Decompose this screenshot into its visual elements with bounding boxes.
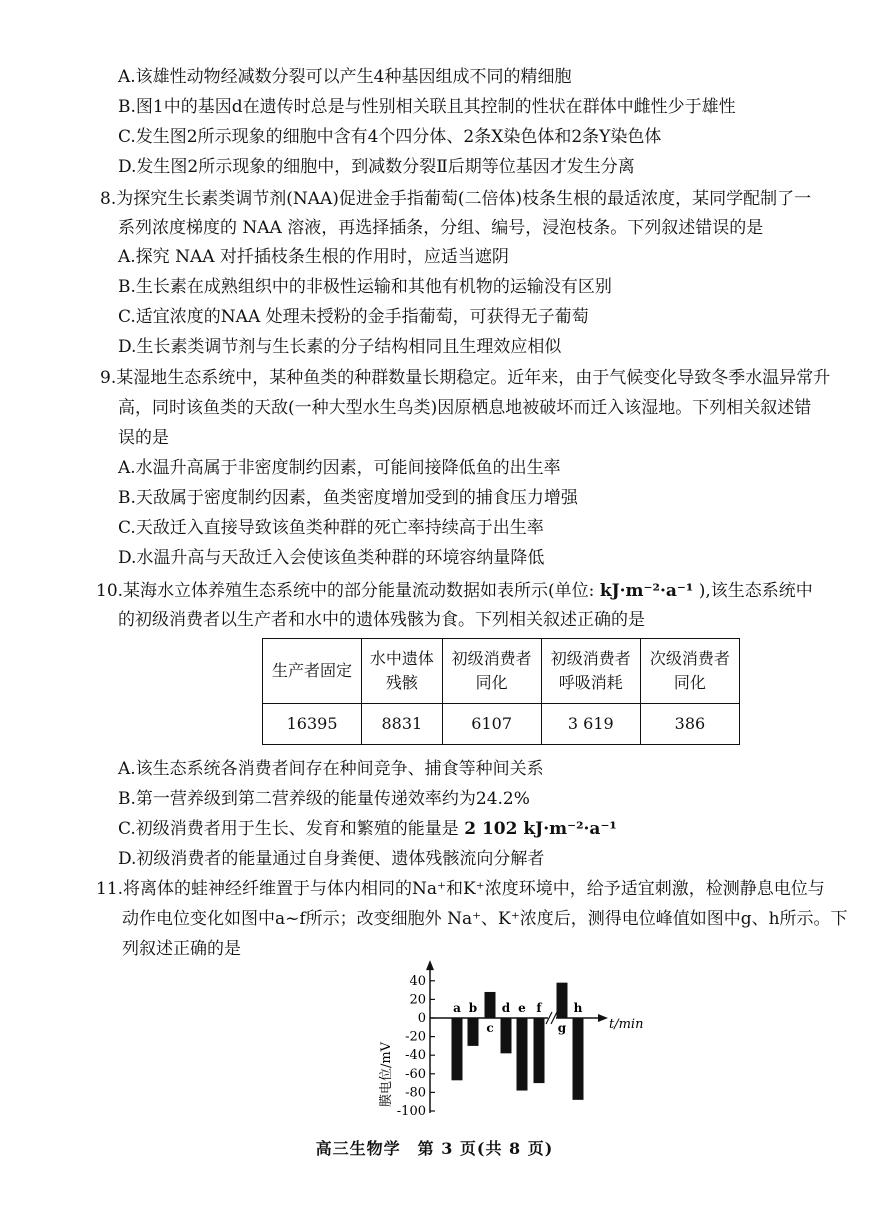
x-axis-arrow xyxy=(598,1014,608,1022)
q7-option-d: D.发生图2所示现象的细胞中，到减数分裂Ⅱ后期等位基因才发生分离 xyxy=(118,157,635,177)
y-tick-label: 0 xyxy=(417,1011,426,1026)
table-cell: 8831 xyxy=(362,704,442,745)
q7-option-c: C.发生图2所示现象的细胞中含有4个四分体、2条X染色体和2条Y染色体 xyxy=(118,127,662,147)
bar-h xyxy=(573,1018,584,1100)
bar-label-b: b xyxy=(468,1001,478,1015)
q8-stem-line-2: 系列浓度梯度的 NAA 溶液，再选择插条，分组、编号，浸泡枝条。下列叙述错误的是 xyxy=(118,218,764,238)
bar-label-e: e xyxy=(518,1001,526,1015)
table-header-cell: 次级消费者 同化 xyxy=(640,639,739,704)
x-axis-label: t/min xyxy=(609,1017,644,1032)
table-header-row xyxy=(263,639,740,704)
bar-label-f: f xyxy=(536,1001,542,1015)
bar-f xyxy=(534,1018,545,1083)
q9-option-b: B.天敌属于密度制约因素，鱼类密度增加受到的捕食压力增强 xyxy=(118,488,578,508)
q9-option-d: D.水温升高与天敌迁入会使该鱼类种群的环境容纳量降低 xyxy=(118,548,545,568)
page-footer: 高三生物学 第 3 页(共 8 页) xyxy=(315,1139,554,1158)
q10-stem-text: 10.某海水立体养殖生态系统中的部分能量流动数据如表所示(单位: xyxy=(96,581,595,601)
y-tick-label: 40 xyxy=(409,973,426,989)
q10-option-c xyxy=(118,818,617,840)
q10-option-d: D.初级消费者的能量通过自身粪便、遗体残骸流向分解者 xyxy=(118,849,545,869)
q10-option-c-text: C.初级消费者用于生长、发育和繁殖的能量是 xyxy=(118,819,459,839)
q8-option-d: D.生长素类调节剂与生长素的分子结构相同且生理效应相似 xyxy=(118,337,562,357)
bar-d xyxy=(501,1018,512,1053)
bar-c xyxy=(485,992,496,1018)
q9-stem-line-3: 误的是 xyxy=(118,428,169,448)
q8-option-b: B.生长素在成熟组织中的非极性运输和其他有机物的运输没有区别 xyxy=(118,277,612,297)
y-tick-label: 20 xyxy=(409,992,426,1008)
q10-stem-unit: kJ·m⁻²·a⁻¹ xyxy=(599,581,694,601)
q10-option-b: B.第一营养级到第二营养级的能量传递效率约为24.2% xyxy=(118,789,530,809)
table-cell: 386 xyxy=(640,704,739,745)
bar-label-g: g xyxy=(557,1021,567,1035)
bar-g xyxy=(557,983,568,1018)
membrane-potential-chart xyxy=(0,960,869,1130)
q10-option-a: A.该生态系统各消费者间存在种间竞争、捕食等种间关系 xyxy=(118,759,544,779)
q9-stem-line-1: 9.某湿地生态系统中，某种鱼类的种群数量长期稳定。近年来，由于气候变化导致冬季水温异常升 xyxy=(100,368,831,388)
bar-label-c: c xyxy=(486,1021,494,1035)
y-axis-label: 膜电位/mV xyxy=(379,1041,394,1108)
y-tick-label: -20 xyxy=(405,1029,426,1045)
q11-stem-line-1: 11.将离体的蛙神经纤维置于与体内相同的Na⁺和K⁺浓度环境中，给予适宜刺激，检测静息电位与 xyxy=(96,879,825,899)
bar-label-h: h xyxy=(573,1001,583,1015)
q10-stem-tail: ),该生态系统中 xyxy=(698,581,813,601)
table-cell: 3 619 xyxy=(541,704,640,745)
bar-b xyxy=(468,1018,479,1046)
y-axis-arrow xyxy=(426,960,434,970)
table-header-cell: 初级消费者 同化 xyxy=(442,639,541,704)
q9-option-c: C.天敌迁入直接导致该鱼类种群的死亡率持续高于出生率 xyxy=(118,518,544,538)
y-tick-label: -80 xyxy=(405,1085,426,1101)
y-tick-label: -40 xyxy=(405,1048,426,1064)
table-header-cell: 水中遗体 残骸 xyxy=(362,639,442,704)
energy-flow-table xyxy=(262,638,740,745)
y-tick-label: -60 xyxy=(405,1066,426,1082)
q7-option-b: B.图1中的基因d在遗传时总是与性别相关联且其控制的性状在群体中雌性少于雄性 xyxy=(118,97,736,117)
y-tick-label: -100 xyxy=(396,1104,426,1119)
q7-option-a: A.该雄性动物经减数分裂可以产生4种基因组成不同的精细胞 xyxy=(118,67,572,87)
bar-label-a: a xyxy=(453,1001,461,1015)
bar-label-d: d xyxy=(501,1001,511,1015)
bar-e xyxy=(517,1018,528,1091)
q8-option-a: A.探究 NAA 对扦插枝条生根的作用时，应适当遮阴 xyxy=(118,247,509,267)
q10-stem-line-1 xyxy=(96,580,813,602)
table-cell: 16395 xyxy=(263,704,362,745)
table-cell: 6107 xyxy=(442,704,541,745)
q8-stem-line-1: 8.为探究生长素类调节剂(NAA)促进金手指葡萄(二倍体)枝条生根的最适浓度，某同学配制了一 xyxy=(100,189,812,209)
q8-option-c: C.适宜浓度的NAA 处理未授粉的金手指葡萄，可获得无子葡萄 xyxy=(118,307,589,327)
table-header-cell: 生产者固定 xyxy=(263,639,362,704)
bar-a xyxy=(452,1018,463,1080)
q10-option-c-value: 2 102 kJ·m⁻²·a⁻¹ xyxy=(464,819,617,839)
q9-option-a: A.水温升高属于非密度制约因素，可能间接降低鱼的出生率 xyxy=(118,458,561,478)
q9-stem-line-2: 高，同时该鱼类的天敌(一种大型水生鸟类)因原栖息地被破坏而迁入该湿地。下列相关叙述错 xyxy=(118,398,812,418)
q11-stem-line-2: 动作电位变化如图中a~f所示；改变细胞外 Na⁺、K⁺浓度后，测得电位峰值如图中g、h所示。下 xyxy=(122,909,848,929)
table-header-cell: 初级消费者 呼吸消耗 xyxy=(541,639,640,704)
q11-stem-line-3: 列叙述正确的是 xyxy=(122,939,241,959)
q10-stem-line-2: 的初级消费者以生产者和水中的遗体残骸为食。下列相关叙述正确的是 xyxy=(118,610,645,630)
table-row xyxy=(263,704,740,745)
